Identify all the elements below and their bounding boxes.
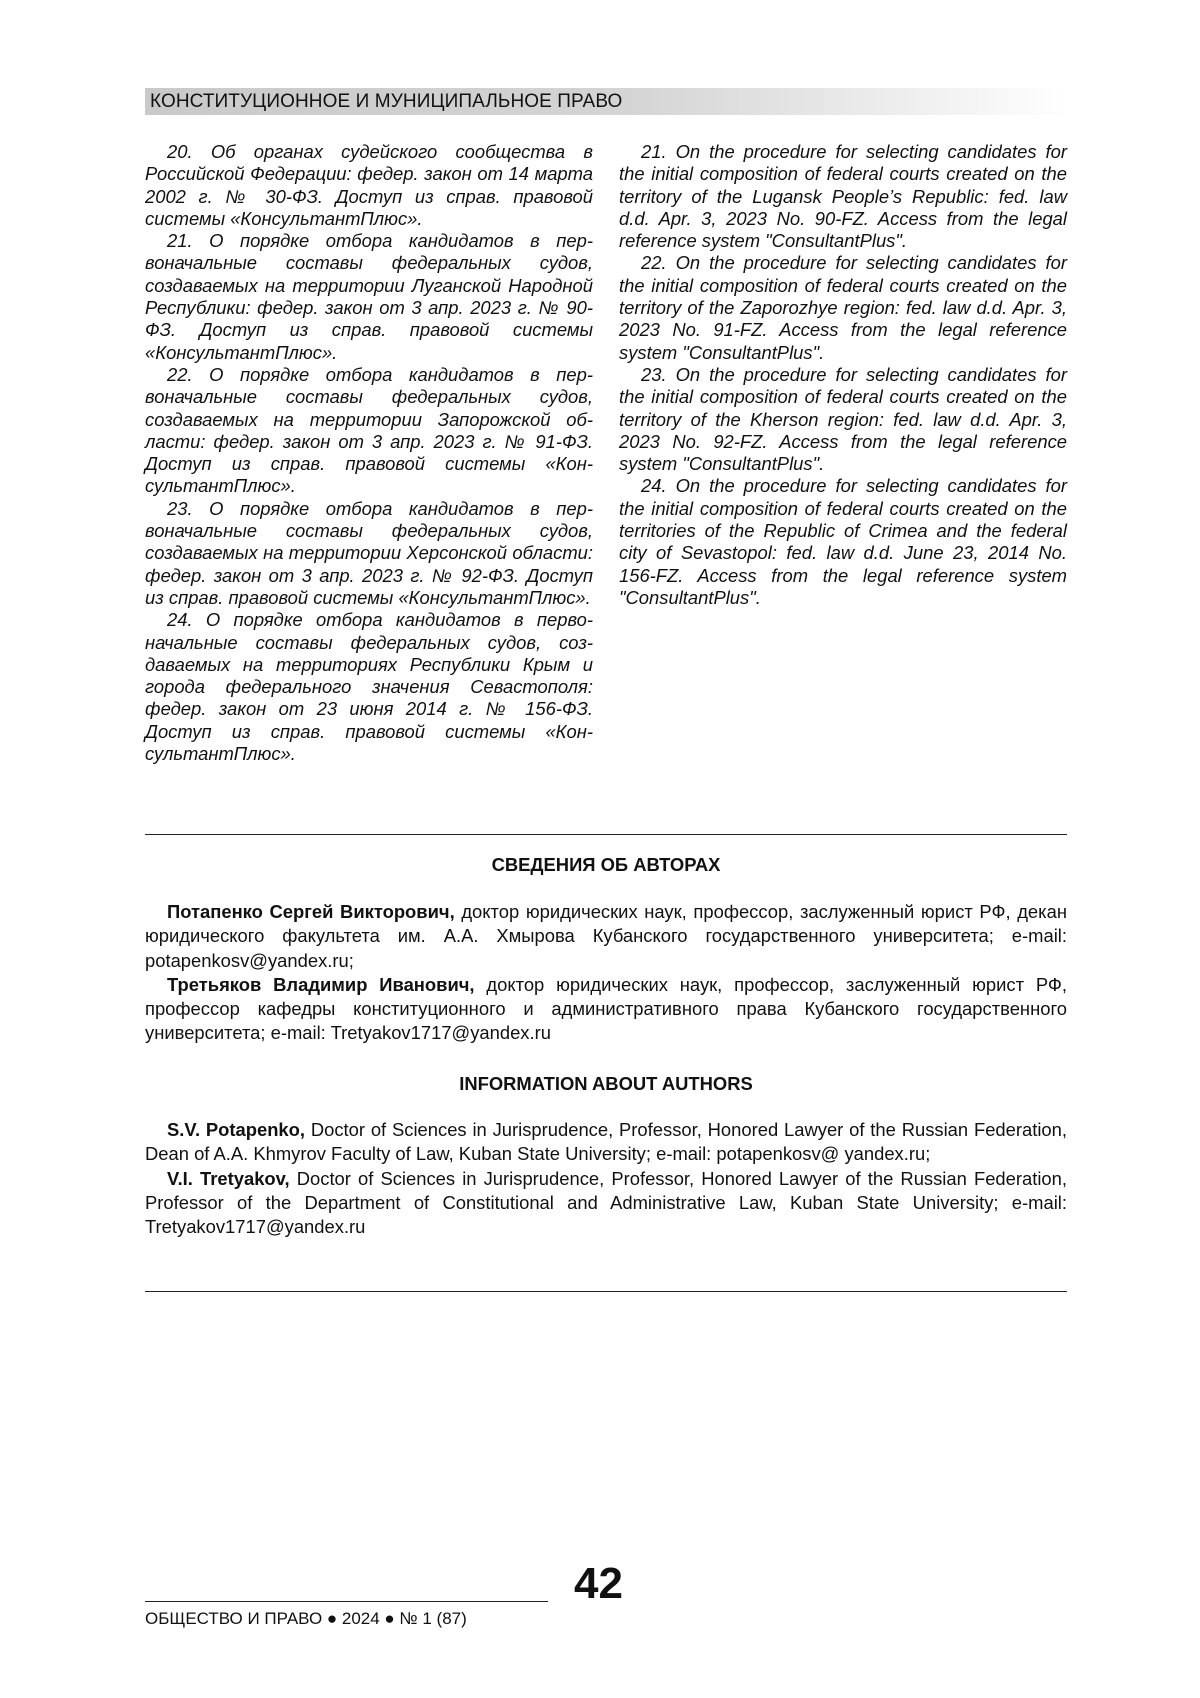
author-ru-potapenko [145, 900, 1067, 973]
author-en-tretyakov [145, 1167, 1067, 1240]
author-en-tretyakov-details: Doctor of Sciences in Jurisprudence, Professor, Honored Lawyer of the Russian Federation, Professor of the Department of Constitutional and Administrative Law, Kuban State University; e-mail: Tretyakov1717@yandex.ru [145, 1167, 1067, 1238]
authors-en-block [145, 1118, 1067, 1239]
author-en-potapenko-name: S.V. Potapenko, [167, 1119, 306, 1140]
author-ru-tretyakov-name: Третьяков Владимир Иванович, [167, 973, 475, 995]
reference-ru-20: 20. Об органах судейского сообщества в Российской Федерации: федер. закон от 14 марта 2002 г. № 30-ФЗ. Доступ из справ. правовой системы «КонсультантПлюс». [145, 141, 593, 229]
reference-en-24: 24. On the procedure for selecting candidates for the initial composition of federal courts created on the territories of the Republic of Crimea and the federal city of Sevastopol: fed. law d.d. June 23, 2014 No. 156-FZ. Access from the legal reference system "ConsultantPlus". [619, 475, 1067, 608]
divider-bottom [145, 1291, 1067, 1292]
authors-ru-block [145, 900, 1067, 1046]
author-en-tretyakov-name: V.I. Tretyakov, [167, 1167, 290, 1189]
reference-en-23: 23. On the procedure for selecting candidates for the initial composition of federal courts created on the territory of the Kherson region: fed. law d.d. Apr. 3, 2023 No. 92-FZ. Access from the legal reference system "ConsultantPlus". [619, 363, 1067, 475]
section-header: КОНСТИТУЦИОННОЕ И МУНИЦИПАЛЬНОЕ ПРАВО [145, 88, 1067, 115]
author-en-potapenko-details: Doctor of Sciences in Jurisprudence, Professor, Honored Lawyer of the Russian Federation, Dean of A.A. Khmyrov Faculty of Law, Kuban State University; e-mail: potapenkosv@ yandex.ru; [145, 1119, 1067, 1165]
divider-top [145, 834, 1067, 835]
reference-en-22: 22. On the procedure for selecting candidates for the initial composition of federal courts created on the territory of the Zaporozhye region: fed. law d.d. Apr. 3, 2023 No. 91-FZ. Access from the legal reference system "ConsultantPlus". [619, 252, 1067, 363]
author-ru-potapenko-name: Потапенко Сергей Викторович, [167, 901, 455, 922]
reference-en-21: 21. On the procedure for selecting candidates for the initial composition of federal courts created on the territory of the Lugansk People’s Republic: fed. law d.d. Apr. 3, 2023 No. 90-FZ. Access from the legal reference system "ConsultantPlus". [619, 141, 1067, 252]
author-ru-potapenko-details: доктор юридических наук, профессор, заслуженный юрист РФ, декан юридического факультета им. А.А. Хмырова Кубанского государственного университета; e-mail: potapenkosv@yandex.ru; [145, 901, 1067, 971]
journal-info: ОБЩЕСТВО И ПРАВО ● 2024 ● № 1 (87) [145, 1609, 467, 1628]
author-en-potapenko [145, 1118, 1067, 1167]
author-ru-tretyakov [145, 973, 1067, 1046]
page-number: 42 [574, 1559, 623, 1608]
reference-ru-22: 22. О порядке отбора кандидатов в первоначальные составы федеральных судов, создаваемых на территории Запорожской области: федер. закон от 3 апр. 2023 г. № 91-ФЗ. Доступ из справ. правовой системы «КонсультантПлюс». [145, 363, 593, 497]
reference-ru-21: 21. О порядке отбора кандидатов в первоначальные составы федеральных судов, создаваемых на территории Луганской Народной Республики: федер. закон от 3 апр. 2023 г. № 90-ФЗ. Доступ из справ. правовой системы «КонсультантПлюс». [145, 230, 593, 363]
references-en-column [619, 141, 1067, 609]
footer-rule [145, 1601, 548, 1602]
reference-ru-23: 23. О порядке отбора кандидатов в первоначальные составы федеральных судов, создаваемых на территории Херсонской области: федер. закон от 3 апр. 2023 г. № 92-ФЗ. Доступ из справ. правовой системы «КонсультантПлюс». [145, 497, 593, 608]
authors-en-title: INFORMATION ABOUT AUTHORS [459, 1073, 753, 1094]
authors-ru-title: СВЕДЕНИЯ ОБ АВТОРАХ [491, 854, 721, 875]
author-ru-tretyakov-details: доктор юридических наук, профессор, заслуженный юрист РФ, профессор кафедры конституционного и административного права Кубанского государственного университета; e-mail: Tretyakov1717@yandex.ru [145, 973, 1067, 1044]
reference-ru-24: 24. О порядке отбора кандидатов в первоначальные составы федеральных судов, создаваемых на территориях Республики Крым и города федерального значения Севастополя: федер. закон от 23 июня 2014 г. № 156-ФЗ. Доступ из справ. правовой системы «КонсультантПлюс». [145, 609, 593, 765]
references-ru-column [145, 141, 593, 765]
